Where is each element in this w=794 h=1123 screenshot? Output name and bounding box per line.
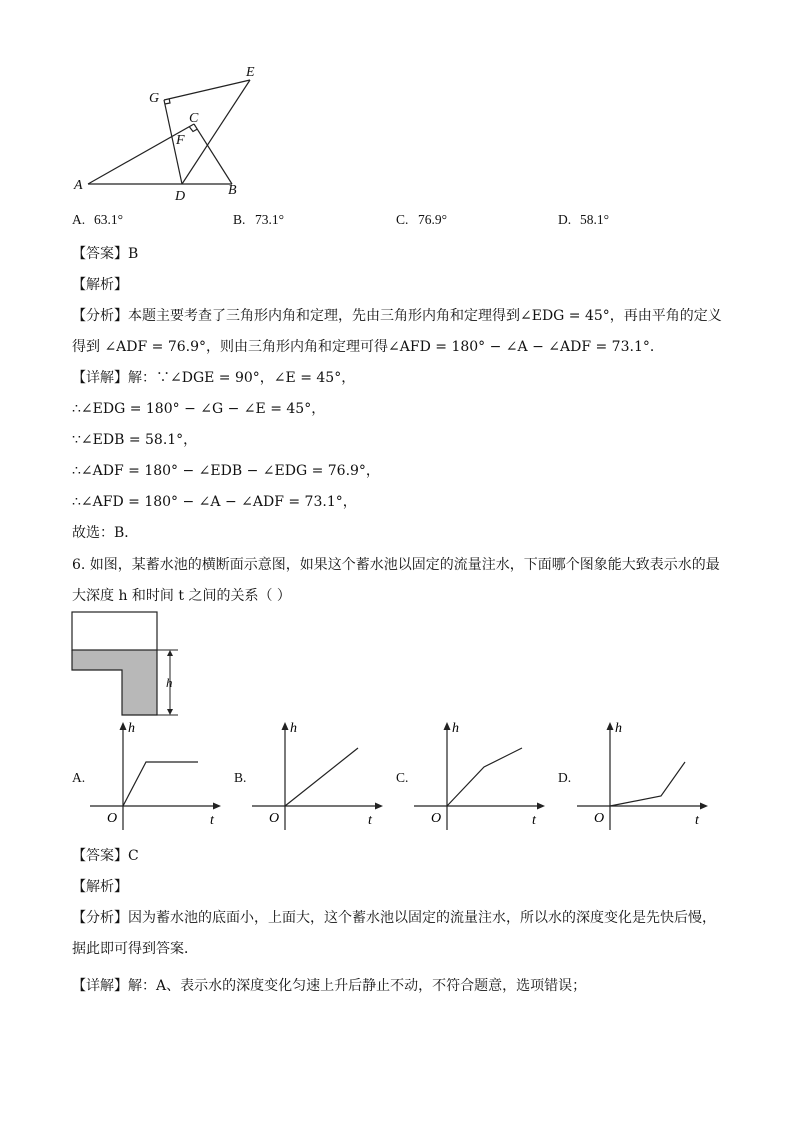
graph-a-key: A. [72, 770, 86, 785]
label-e: E [246, 65, 255, 80]
option-d: D. 58.1° [558, 212, 610, 227]
graph-a-curve [123, 762, 198, 806]
q5-answer: 【答案】B [72, 246, 139, 262]
label-f: F [176, 133, 185, 148]
segment-cb [194, 124, 232, 184]
q6-analysis-line-2: 据此即可得到答案． [72, 941, 198, 957]
q5-detail-line-1: 【详解】解：∵∠DGE = 90°，∠E = 45°， [72, 370, 356, 386]
graph-d [575, 716, 715, 830]
q6-jiexi-heading: 【解析】 [72, 879, 128, 895]
q5-analysis-line-2: 得到 ∠ADF = 76.9°，则由三角形内角和定理可得∠AFD = 180° − ∠A − ∠ADF = 73.1°． [72, 339, 664, 355]
segment-ed [182, 80, 250, 184]
graph-d-x-label: t [695, 813, 699, 828]
graph-d-origin: O [594, 811, 605, 826]
q6-detail-line-1: 【详解】解：A、表示水的深度变化匀速上升后静止不动，不符合题意，选项错误； [72, 978, 587, 994]
label-d: D [175, 189, 186, 204]
graph-d-curve [610, 762, 685, 806]
q6-analysis-line-1: 【分析】因为蓄水池的底面小，上面大，这个蓄水池以固定的流量注水，所以水的深度变化是先快后慢， [72, 910, 716, 926]
option-c: C. 76.9° [396, 212, 448, 227]
q5-detail-line-3: ∵∠EDB = 58.1°， [72, 432, 198, 448]
q5-jiexi-heading: 【解析】 [72, 277, 128, 293]
q5-detail-line-4: ∴∠ADF = 180° − ∠EDB − ∠EDG = 76.9°， [72, 463, 380, 479]
graph-c [412, 716, 552, 830]
graph-b-x-label: t [368, 813, 372, 828]
label-c: C [189, 111, 199, 126]
q5-detail-line-2: ∴∠EDG = 180° − ∠G − ∠E = 45°， [72, 401, 326, 417]
segment-ge [164, 80, 250, 100]
graph-c-y-label: h [452, 721, 459, 736]
triangle-geometry-figure [60, 58, 280, 208]
graph-a [88, 716, 228, 830]
graph-b-origin: O [269, 811, 280, 826]
graph-b-key: B. [234, 770, 247, 785]
option-b: B. 73.1° [233, 212, 285, 227]
q5-conclusion: 故选：B． [72, 525, 139, 541]
graph-c-origin: O [431, 811, 442, 826]
option-a: A. 63.1° [72, 212, 124, 227]
graph-a-y-label: h [128, 721, 135, 736]
graph-b-curve [285, 748, 358, 806]
graph-d-key: D. [558, 770, 572, 785]
graph-c-key: C. [396, 770, 409, 785]
q6-answer: 【答案】C [72, 848, 139, 864]
graph-b [250, 716, 390, 830]
graph-c-x-label: t [532, 813, 536, 828]
label-a: A [74, 178, 83, 193]
depth-label: h [166, 675, 173, 690]
graph-c-curve [447, 748, 522, 806]
water-region [72, 650, 157, 715]
q5-analysis-line-1: 【分析】本题主要考查了三角形内角和定理，先由三角形内角和定理得到∠EDG = 45°，再由平角的定义 [72, 308, 722, 324]
q5-detail-line-5: ∴∠AFD = 180° − ∠A − ∠ADF = 73.1°， [72, 494, 357, 510]
reservoir-cross-section-figure [66, 606, 196, 722]
q6-stem-line-2: 大深度 h 和时间 t 之间的关系（ ） [72, 588, 291, 604]
graph-d-y-label: h [615, 721, 622, 736]
upper-wide-section [72, 612, 157, 650]
label-g: G [149, 91, 160, 106]
graph-b-y-label: h [290, 721, 297, 736]
label-b: B [228, 183, 237, 198]
graph-a-origin: O [107, 811, 118, 826]
graph-a-x-label: t [210, 813, 214, 828]
q6-stem-line-1: 6. 如图，某蓄水池的横断面示意图，如果这个蓄水池以固定的流量注水，下面哪个图象能大致表示水的最 [72, 557, 720, 573]
